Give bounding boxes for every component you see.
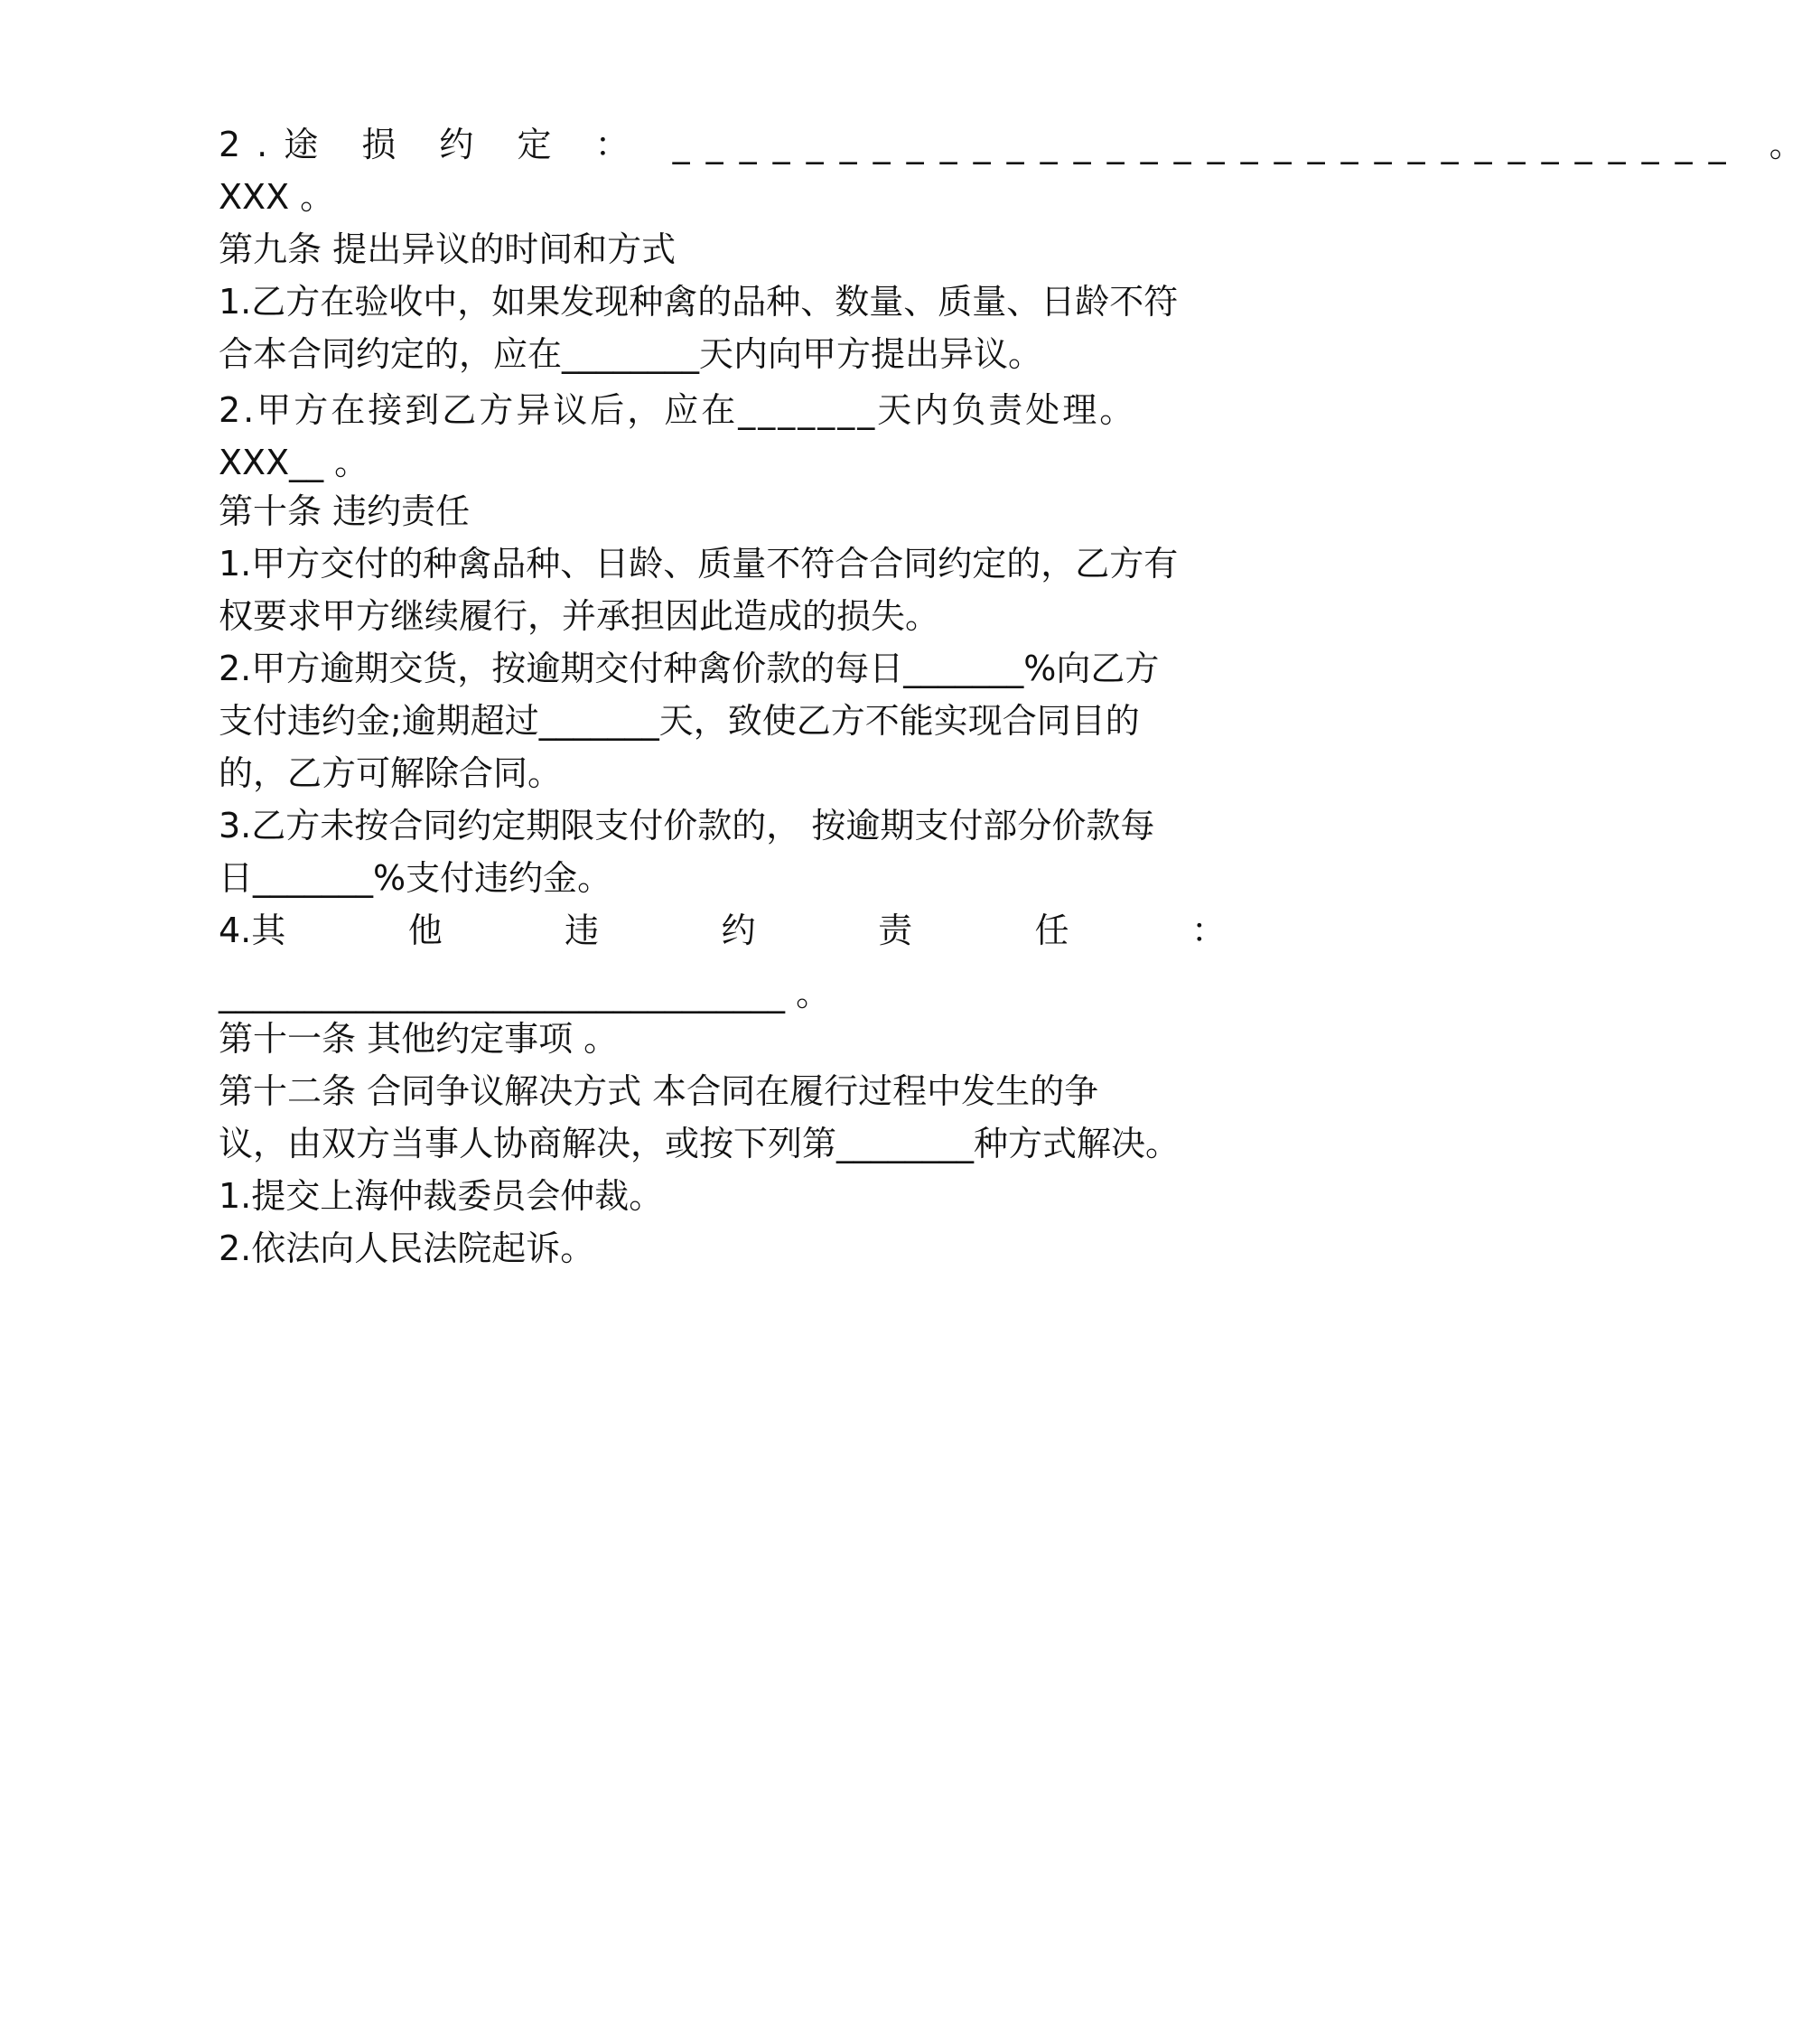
spread-word: 4.其 <box>219 911 286 950</box>
text-line: 1.甲方交付的种禽品种、日龄、质量不符合合同约定的，乙方有 <box>219 544 1179 584</box>
other-liability-line <box>219 903 1239 957</box>
text-line: XXX 。 <box>219 177 335 217</box>
blank-line: _________________________________ 。 <box>219 974 831 1014</box>
text-line: 2.甲方逾期交货，按逾期交付种禽价款的每日_______%向乙方 <box>219 649 1160 688</box>
text-line: 的，乙方可解除合同。 <box>219 753 563 793</box>
spread-word: 违 <box>565 911 600 950</box>
text-line: 1.提交上海仲裁委员会仲裁。 <box>219 1176 664 1216</box>
text-line: 合本合同约定的，应在________天内向甲方提出异议。 <box>219 334 1043 374</box>
text-line: 权要求甲方继续履行，并承担因此造成的损失。 <box>219 596 940 636</box>
text-line: 支付违约金;逾期超过_______天，致使乙方不能实现合同目的 <box>219 701 1140 741</box>
text-line: 3.乙方未按合同约定期限支付价款的， 按逾期支付部分价款每 <box>219 806 1155 845</box>
article-11-heading: 第十一条 其他约定事项 。 <box>219 1019 619 1059</box>
spread-word: ： <box>1190 911 1226 950</box>
article-9-heading: 第九条 提出异议的时间和方式 <box>219 229 677 269</box>
damage-agreement-line: 2.途 损 约 定 ： ________________________________ 。 <box>219 125 1820 164</box>
spread-word: 他 <box>407 911 443 950</box>
spread-word: 约 <box>721 911 756 950</box>
text-line: XXX__ 。 <box>219 443 369 482</box>
article-10-heading: 第十条 违约责任 <box>219 491 471 531</box>
article-12-heading: 第十二条 合同争议解决方式 本合同在履行过程中发生的争 <box>219 1071 1099 1111</box>
text-line: 1.乙方在验收中，如果发现种禽的品种、数量、质量、日龄不符 <box>219 282 1179 322</box>
spread-word: 任 <box>1034 911 1069 950</box>
text-line: 议，由双方当事人协商解决，或按下列第________种方式解决。 <box>219 1124 1181 1163</box>
text-line: 2.甲方在接到乙方异议后，应在_______天内负责处理。 <box>219 390 1137 430</box>
spread-word: 责 <box>878 911 913 950</box>
text-line: 2.依法向人民法院起诉。 <box>219 1228 595 1268</box>
text-line: 日_______%支付违约金。 <box>219 858 612 898</box>
